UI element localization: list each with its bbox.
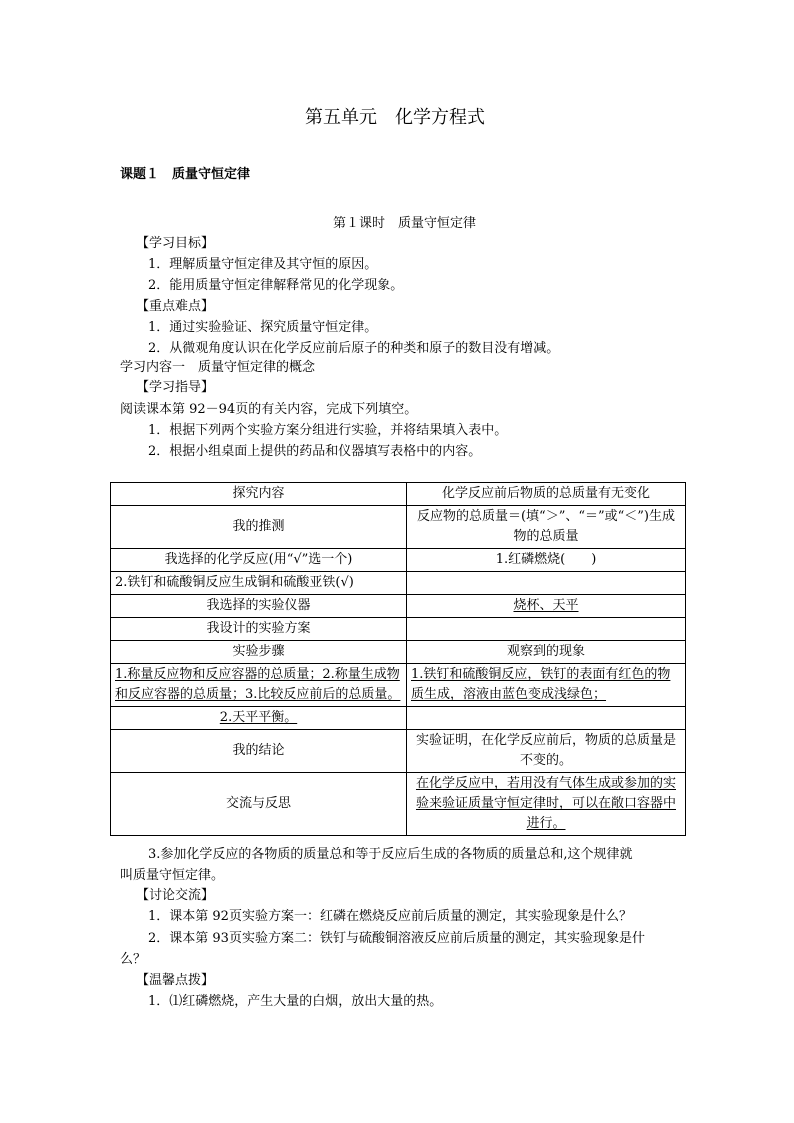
discussion-q2-line2: 么？ bbox=[120, 952, 147, 967]
keypoint-item-1: 1．通过实验验证、探究质量守恒定律。 bbox=[148, 320, 378, 335]
empty-cell-3 bbox=[407, 707, 686, 730]
discussion-q2-line1: 2．课本第 93页实验方案二：铁钉与硫酸铜溶液反应前后质量的测定，其实验现象是什 bbox=[148, 931, 645, 946]
phenomena-1: 1.铁钉和硫酸铜反应，铁钉的表面有红色的物质生成，溶液由蓝色变成浅绿色； bbox=[411, 667, 671, 702]
conclusion-label: 我的结论 bbox=[111, 730, 407, 773]
guidance-item-1: 1．根据下列两个实验方案分组进行实验，并将结果填入表中。 bbox=[148, 423, 508, 438]
goal-item-2: 2．能用质量守恒定律解释常见的化学现象。 bbox=[148, 278, 404, 293]
instrument-label: 我选择的实验仪器 bbox=[111, 595, 407, 618]
instrument-value: 烧杯、天平 bbox=[513, 598, 579, 613]
reflect-label: 交流与反思 bbox=[111, 773, 407, 836]
steps-1: 1.称量反应物和反应容器的总质量；2.称量生成物和反应容器的总质量；3.比较反应前后的总质量。 bbox=[115, 667, 401, 702]
unit-title: 第五单元 化学方程式 bbox=[305, 107, 485, 128]
steps-label: 实验步骤 bbox=[111, 641, 407, 664]
discussion-q1: 1．课本第 92页实验方案一：红磷在燃烧反应前后质量的测定，其实验现象是什么？ bbox=[148, 909, 632, 924]
plan-label: 我设计的实验方案 bbox=[111, 618, 407, 641]
guess-text: 反应物的总质量＝(填“＞”、“＝”或“＜”)生成物的总质量 bbox=[407, 506, 686, 549]
topic-title: 课题１ 质量守恒定律 bbox=[120, 167, 251, 182]
choice-label: 我选择的化学反应(用“√”选一个) bbox=[111, 549, 407, 572]
guidance-item-2: 2．根据小组桌面上提供的药品和仪器填写表格中的内容。 bbox=[148, 444, 482, 459]
keypoint-item-2: 2．从微观角度认识在化学反应前后原子的种类和原子的数目没有增减。 bbox=[148, 341, 560, 356]
table-header-right: 化学反应前后物质的总质量有无变化 bbox=[407, 483, 686, 506]
choice-2: 2.铁钉和硫酸铜反应生成铜和硫酸亚铁(√) bbox=[111, 572, 407, 595]
steps-2: 2.天平平衡。 bbox=[219, 710, 298, 725]
guess-label: 我的推测 bbox=[111, 506, 407, 549]
discussion-heading: 【讨论交流】 bbox=[136, 888, 215, 903]
empty-cell-1 bbox=[407, 572, 686, 595]
law-line-1: 3.参加化学反应的各物质的质量总和等于反应后生成的各物质的质量总和,这个规律就 bbox=[148, 847, 633, 862]
phenomena-label: 观察到的现象 bbox=[407, 641, 686, 664]
goals-heading: 【学习目标】 bbox=[136, 236, 215, 251]
experiment-table bbox=[110, 482, 686, 836]
conclusion-text: 实验证明，在化学反应前后，物质的总质量是不变的。 bbox=[407, 730, 686, 773]
reflect-text: 在化学反应中，若用没有气体生成或参加的实验来验证质量守恒定律时，可以在敞口容器中进行。 bbox=[415, 776, 676, 831]
goal-item-1: 1．理解质量守恒定律及其守恒的原因。 bbox=[148, 257, 378, 272]
guidance-heading: 【学习指导】 bbox=[136, 380, 215, 395]
law-line-2: 叫质量守恒定律。 bbox=[120, 868, 225, 883]
choice-1: 1.红磷燃烧( ) bbox=[407, 549, 686, 572]
table-header-left: 探究内容 bbox=[111, 483, 407, 506]
empty-cell-2 bbox=[407, 618, 686, 641]
content-one-heading: 学习内容一 质量守恒定律的概念 bbox=[120, 360, 316, 375]
tips-heading: 【温馨点拨】 bbox=[136, 973, 215, 988]
keypoints-heading: 【重点难点】 bbox=[136, 299, 215, 314]
lesson-title: 第１课时 质量守恒定律 bbox=[333, 216, 477, 231]
tip-1: 1．⑴红磷燃烧，产生大量的白烟，放出大量的热。 bbox=[148, 994, 443, 1009]
guidance-intro: 阅读课本第 92－94页的有关内容，完成下列填空。 bbox=[120, 402, 418, 417]
